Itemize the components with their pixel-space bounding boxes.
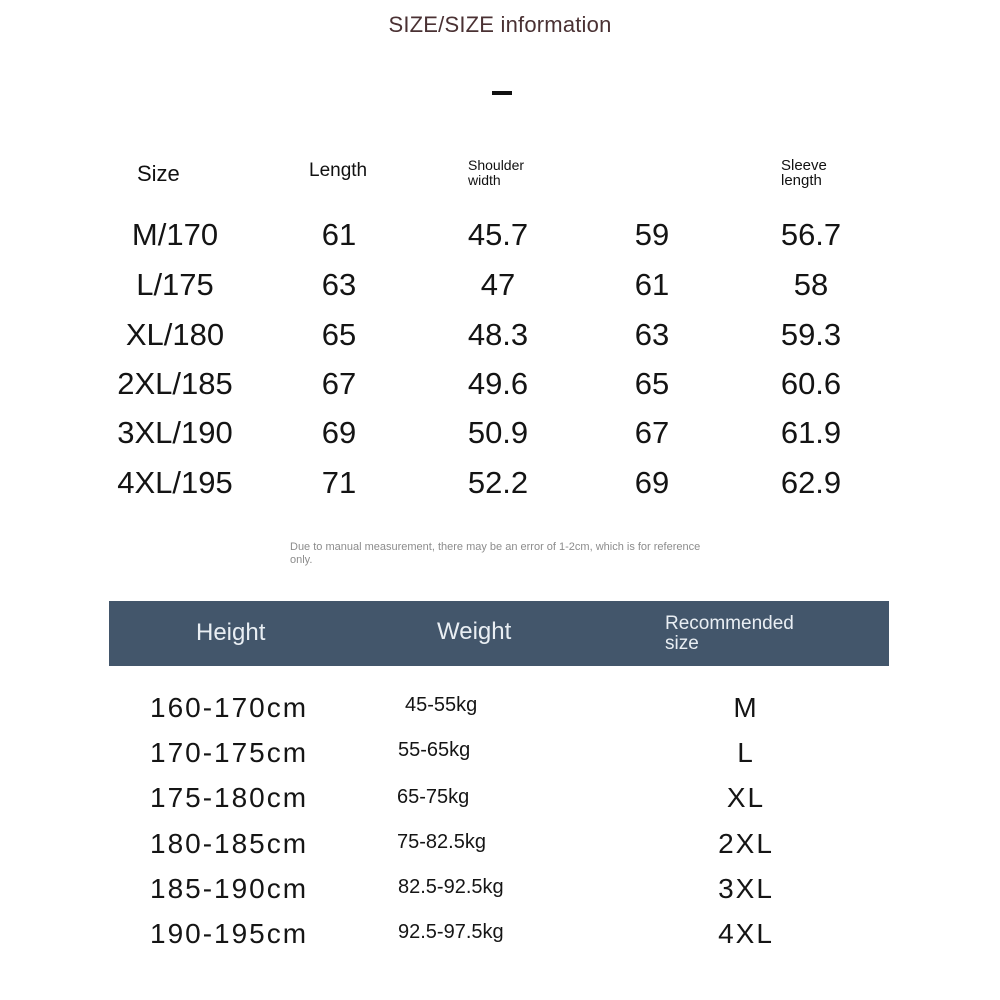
header-size: Size	[137, 161, 180, 186]
header-recommended-size: Recommended size	[665, 613, 794, 654]
header-length: Length	[309, 160, 368, 181]
header-sleeve-length: Sleeve length	[781, 157, 827, 189]
header-weight: Weight	[437, 618, 512, 645]
header-height: Height	[196, 619, 266, 646]
divider-dash	[492, 91, 512, 95]
measurement-note: Due to manual measurement, there may be an error of 1-2cm, which is for reference only.	[290, 541, 701, 566]
header-shoulder-width: Shoulder width	[468, 157, 525, 188]
page-title: SIZE/SIZE information	[388, 12, 612, 37]
